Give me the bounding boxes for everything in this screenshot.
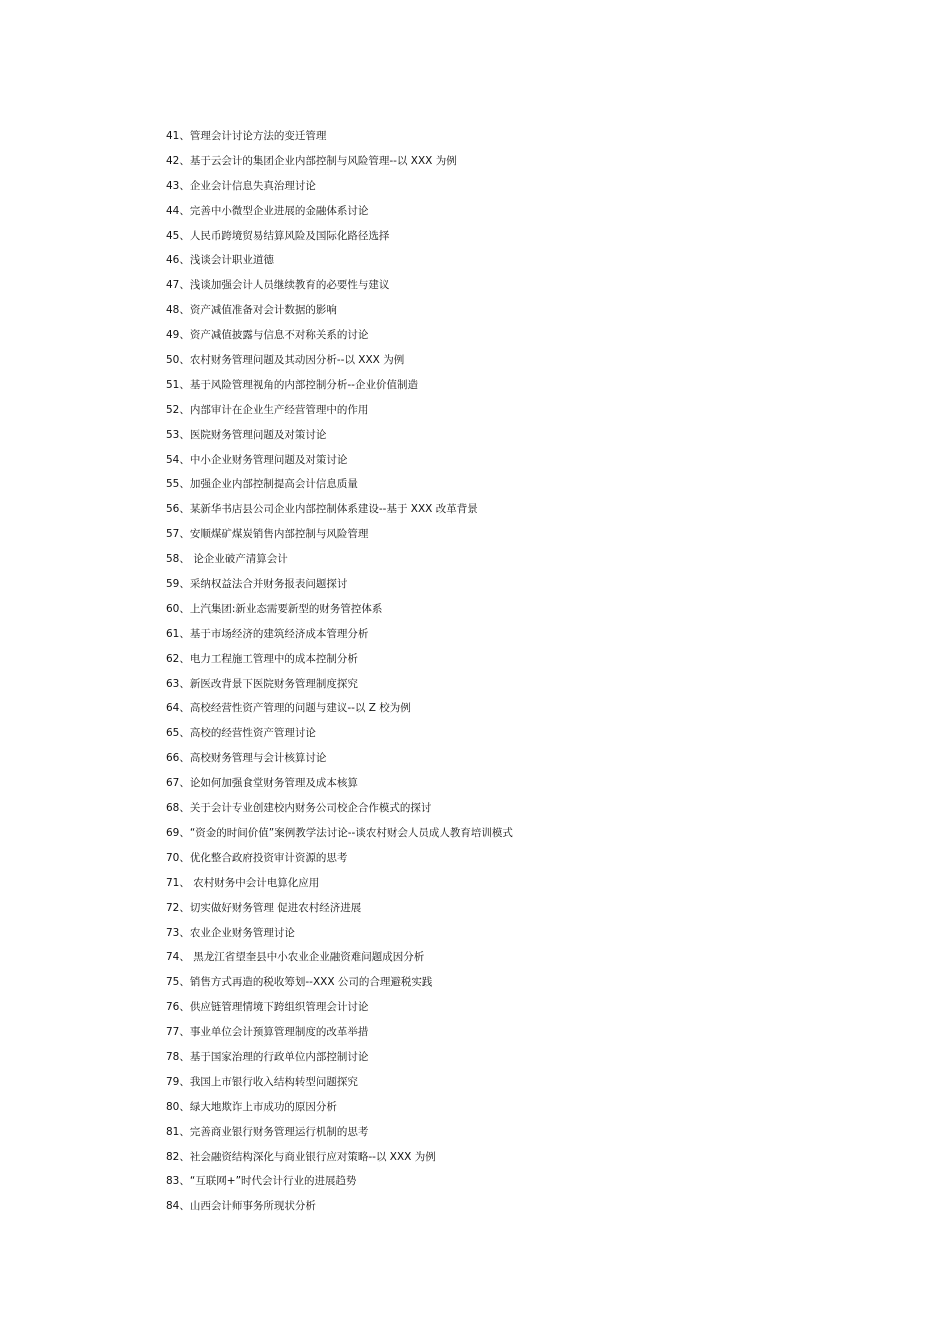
list-item: 59、采纳权益法合并财务报表问题探讨 [166,578,348,591]
list-item: 66、高校财务管理与会计核算讨论 [166,752,327,765]
list-item: 82、社会融资结构深化与商业银行应对策略--以 XXX 为例 [166,1150,436,1163]
list-item: 65、高校的经营性资产管理讨论 [166,727,316,740]
list-item: 41、管理会计讨论方法的变迁管理 [166,130,327,142]
list-item: 50、农村财务管理问题及其动因分析--以 XXX 为例 [166,354,405,367]
list-item: 80、绿大地欺诈上市成功的原因分析 [166,1100,337,1113]
list-item: 78、基于国家治理的行政单位内部控制讨论 [166,1050,369,1063]
list-item: 43、企业会计信息失真治理讨论 [166,179,316,192]
list-item: 75、销售方式再造的税收筹划--XXX 公司的合理避税实践 [166,976,433,989]
list-item: 55、加强企业内部控制提高会计信息质量 [166,478,358,491]
topic-list [166,128,866,1223]
list-item: 64、高校经营性资产管理的问题与建议--以 Z 校为例 [166,702,411,715]
list-item: 54、中小企业财务管理问题及对策讨论 [166,453,348,466]
list-item: 76、供应链管理情境下跨组织管理会计讨论 [166,1001,369,1014]
list-item: 83、“互联网+”时代会计行业的进展趋势 [166,1175,357,1188]
list-item: 57、安顺煤矿煤炭销售内部控制与风险管理 [166,528,369,541]
list-item: 77、事业单位会计预算管理制度的改革举措 [166,1026,369,1039]
list-item: 42、基于云会计的集团企业内部控制与风险管理--以 XXX 为例 [166,154,457,167]
list-item: 49、资产减值披露与信息不对称关系的讨论 [166,329,369,342]
list-item: 51、基于风险管理视角的内部控制分析--企业价值制造 [166,378,418,391]
list-item: 74、 黑龙江省望奎县中小农业企业融资难问题成因分析 [166,951,425,964]
list-item: 70、优化整合政府投资审计资源的思考 [166,851,348,864]
list-item: 47、浅谈加强会计人员继续教育的必要性与建议 [166,279,390,292]
list-item: 53、医院财务管理问题及对策讨论 [166,428,327,441]
list-item: 48、资产减值准备对会计数据的影响 [166,304,337,317]
list-item: 81、完善商业银行财务管理运行机制的思考 [166,1125,369,1138]
list-item: 58、 论企业破产清算会计 [166,553,288,566]
list-item: 63、新医改背景下医院财务管理制度探究 [166,677,358,690]
list-item: 62、电力工程施工管理中的成本控制分析 [166,652,358,665]
list-item: 61、基于市场经济的建筑经济成本管理分析 [166,627,369,640]
list-item: 73、农业企业财务管理讨论 [166,926,295,939]
list-item: 79、我国上市银行收入结构转型问题探究 [166,1075,358,1088]
list-item: 45、人民币跨境贸易结算风险及国际化路径选择 [166,229,390,242]
list-item: 71、 农村财务中会计电算化应用 [166,876,320,889]
list-item: 56、某新华书店县公司企业内部控制体系建设--基于 XXX 改革背景 [166,503,478,516]
list-item: 68、关于会计专业创建校内财务公司校企合作模式的探讨 [166,802,432,815]
list-item: 67、论如何加强食堂财务管理及成本核算 [166,777,358,790]
list-item: 60、上汽集团:新业态需要新型的财务管控体系 [166,602,383,615]
list-item: 52、内部审计在企业生产经营管理中的作用 [166,403,369,416]
list-item: 46、浅谈会计职业道德 [166,254,274,267]
list-item: 84、山西会计师事务所现状分析 [166,1200,316,1213]
list-item: 69、“资金的时间价值”案例教学法讨论--谈农村财会人员成人教育培训模式 [166,826,513,839]
list-item: 44、完善中小微型企业进展的金融体系讨论 [166,204,369,217]
list-item: 72、切实做好财务管理 促进农村经济进展 [166,901,362,914]
